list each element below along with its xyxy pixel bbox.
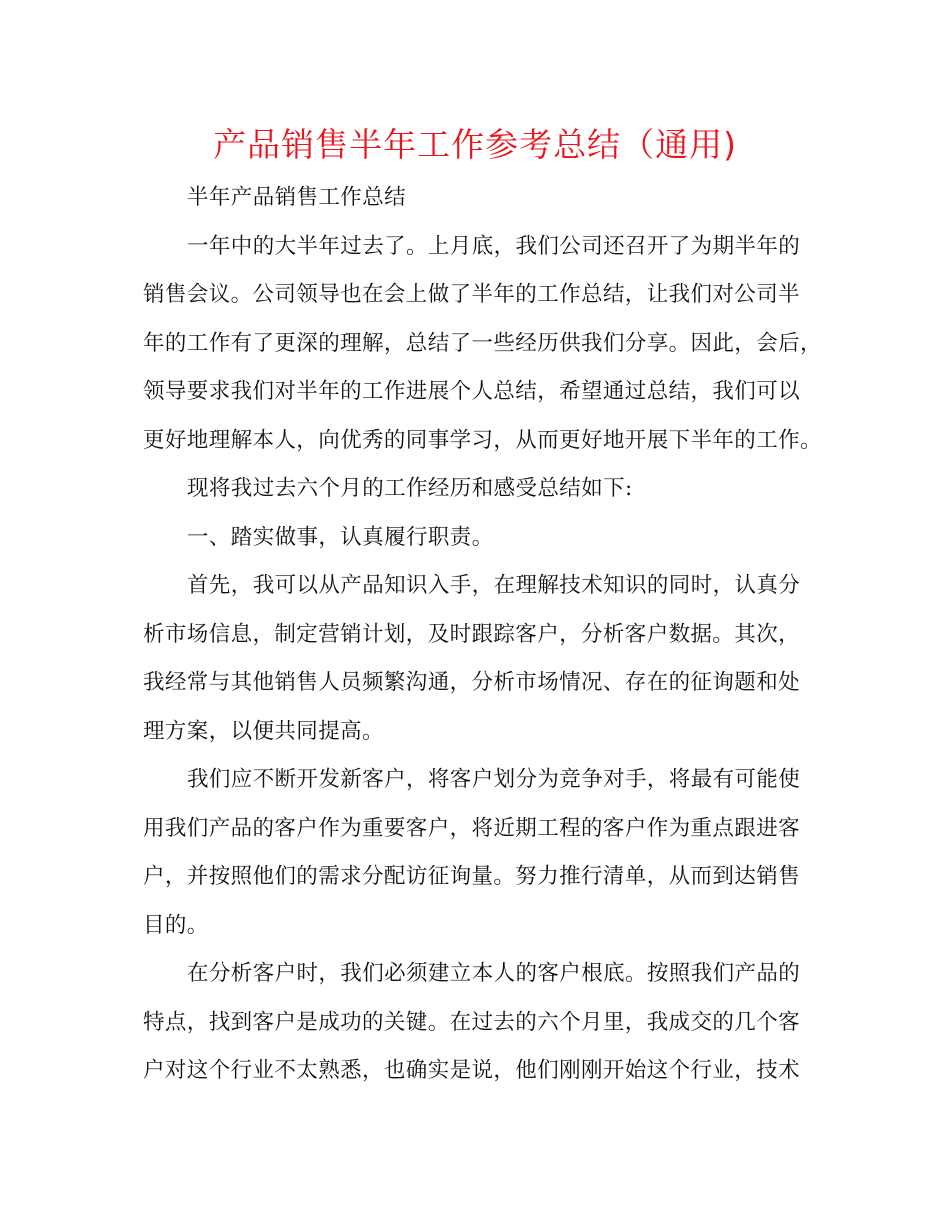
- paragraph-summary-lead: [143, 465, 810, 514]
- text-line: 析市场信息，制定营销计划，及时跟踪客户，分析客户数据。其次，: [143, 621, 801, 647]
- text-line: 目的。: [143, 912, 209, 938]
- paragraph-subtitle: [143, 174, 810, 223]
- text-line: 现将我过去六个月的工作经历和感受总结如下:: [187, 476, 633, 501]
- text-line: 一、踏实做事，认真履行职责。: [187, 524, 494, 550]
- paragraph-customers: [143, 756, 810, 950]
- text-line: 首先，我可以从产品知识入手，在理解技术知识的同时，认真分: [187, 573, 801, 598]
- text-line: 户对这个行业不太熟悉，也确实是说，他们刚刚开始这个行业，技术: [143, 1058, 801, 1083]
- text-line: 特点，找到客户是成功的关键。在过去的六个月里，我成交的几个客: [143, 1009, 801, 1035]
- text-line: 我们应不断开发新客户，将客户划分为竞争对手，将最有可能使: [187, 767, 801, 792]
- text-line: 理方案，以便共同提高。: [143, 718, 384, 744]
- section-heading-1: [143, 514, 810, 563]
- text-line: 户，并按照他们的需求分配访征询量。努力推行清单，从而到达销售: [143, 864, 801, 889]
- text-line: 在分析客户时，我们必须建立本人的客户根底。按照我们产品的: [187, 961, 801, 986]
- text-line: 更好地理解本人，向优秀的同事学习，从而更好地开展下半年的工作。: [143, 427, 822, 453]
- text-line: 用我们产品的客户作为重要客户，将近期工程的客户作为重点跟进客: [143, 815, 801, 841]
- paragraph-intro: [143, 223, 822, 466]
- text-line: 我经常与其他销售人员频繁沟通，分析市场情况、存在的征询题和处: [143, 670, 801, 695]
- text-line: 领导要求我们对半年的工作进展个人总结，希望通过总结，我们可以: [143, 379, 801, 404]
- text-line: 年的工作有了更深的理解，总结了一些经历供我们分享。因此，会后，: [143, 330, 822, 356]
- text-line: 一年中的大半年过去了。上月底，我们公司还召开了为期半年的: [187, 233, 801, 259]
- paragraph-first: [143, 562, 810, 756]
- paragraph-analysis: [143, 950, 810, 1096]
- text-line: 销售会议。公司领导也在会上做了半年的工作总结，让我们对公司半: [143, 282, 801, 307]
- document-title: 产品销售半年工作参考总结（通用): [213, 125, 737, 164]
- document-body: [143, 174, 822, 1096]
- text-line: 半年产品销售工作总结: [187, 185, 407, 210]
